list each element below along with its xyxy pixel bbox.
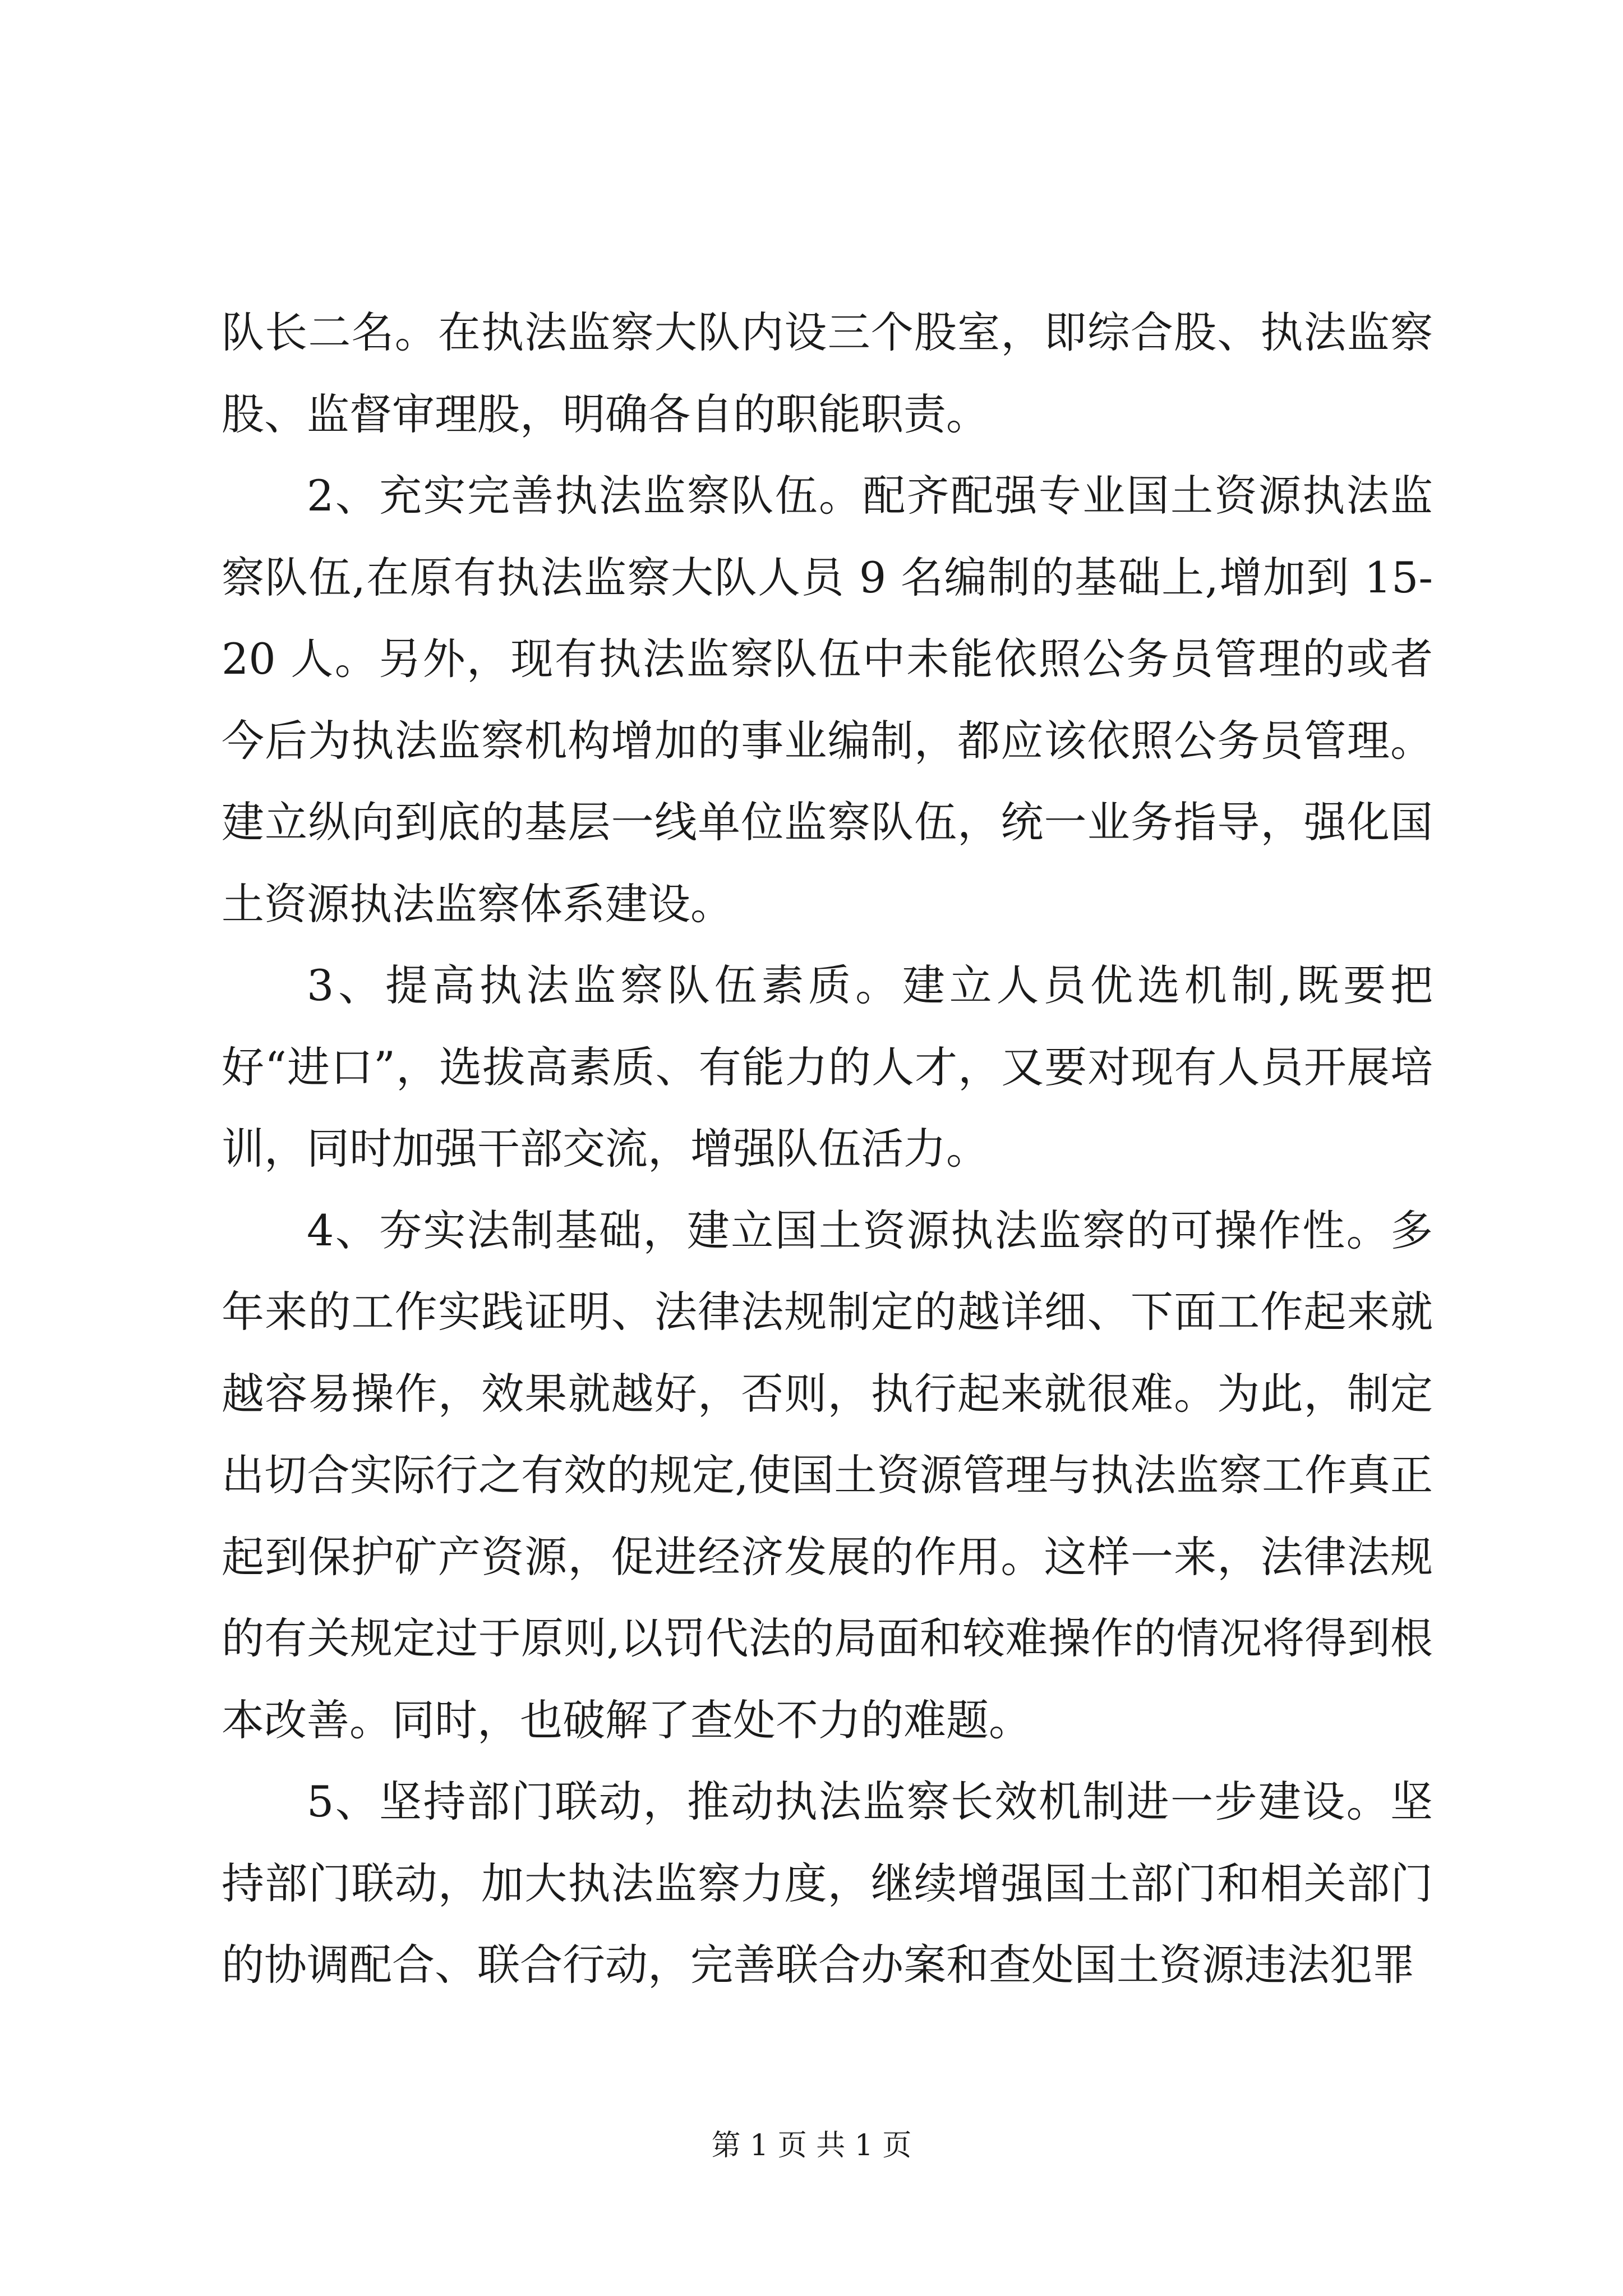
- paragraph-item-5: 5、坚持部门联动，推动执法监察长效机制进一步建设。坚持部门联动，加大执法监察力度，继续增强国土部门和相关部门的协调配合、联合行动，完善联合办案和查处国土资源违法犯罪: [222, 1777, 1433, 1990]
- document-body: [222, 292, 1433, 2006]
- paragraph-item-2: 2、充实完善执法监察队伍。配齐配强专业国土资源执法监察队伍,在原有执法监察大队人员 9 名编制的基础上,增加到 15-20 人。另外，现有执法监察队伍中未能依照公务员管理的或者今后为执法监察机构增加的事业编制，都应该依照公务员管理。建立纵向到底的基层一线单位监察队伍，统一业务指导，强化国土资源执法监察体系建设。: [222, 471, 1433, 929]
- page-footer: 第 1 页 共 1 页: [711, 2129, 912, 2162]
- paragraph-item-3: 3、提高执法监察队伍素质。建立人员优选机制,既要把好“进口”，选拔高素质、有能力的人才，又要对现有人员开展培训，同时加强干部交流，增强队伍活力。: [222, 960, 1433, 1174]
- paragraph-continuation: 队长二名。在执法监察大队内设三个股室，即综合股、执法监察股、监督审理股，明确各自的职能职责。: [222, 307, 1433, 439]
- paragraph-item-4: 4、夯实法制基础，建立国土资源执法监察的可操作性。多年来的工作实践证明、法律法规制定的越详细、下面工作起来就越容易操作，效果就越好，否则，执行起来就很难。为此，制定出切合实际行之有效的规定,使国土资源管理与执法监察工作真正起到保护矿产资源，促进经济发展的作用。这样一来，法律法规的有关规定过于原则,以罚代法的局面和较难操作的情况将得到根本改善。同时，也破解了查处不力的难题。: [222, 1205, 1433, 1745]
